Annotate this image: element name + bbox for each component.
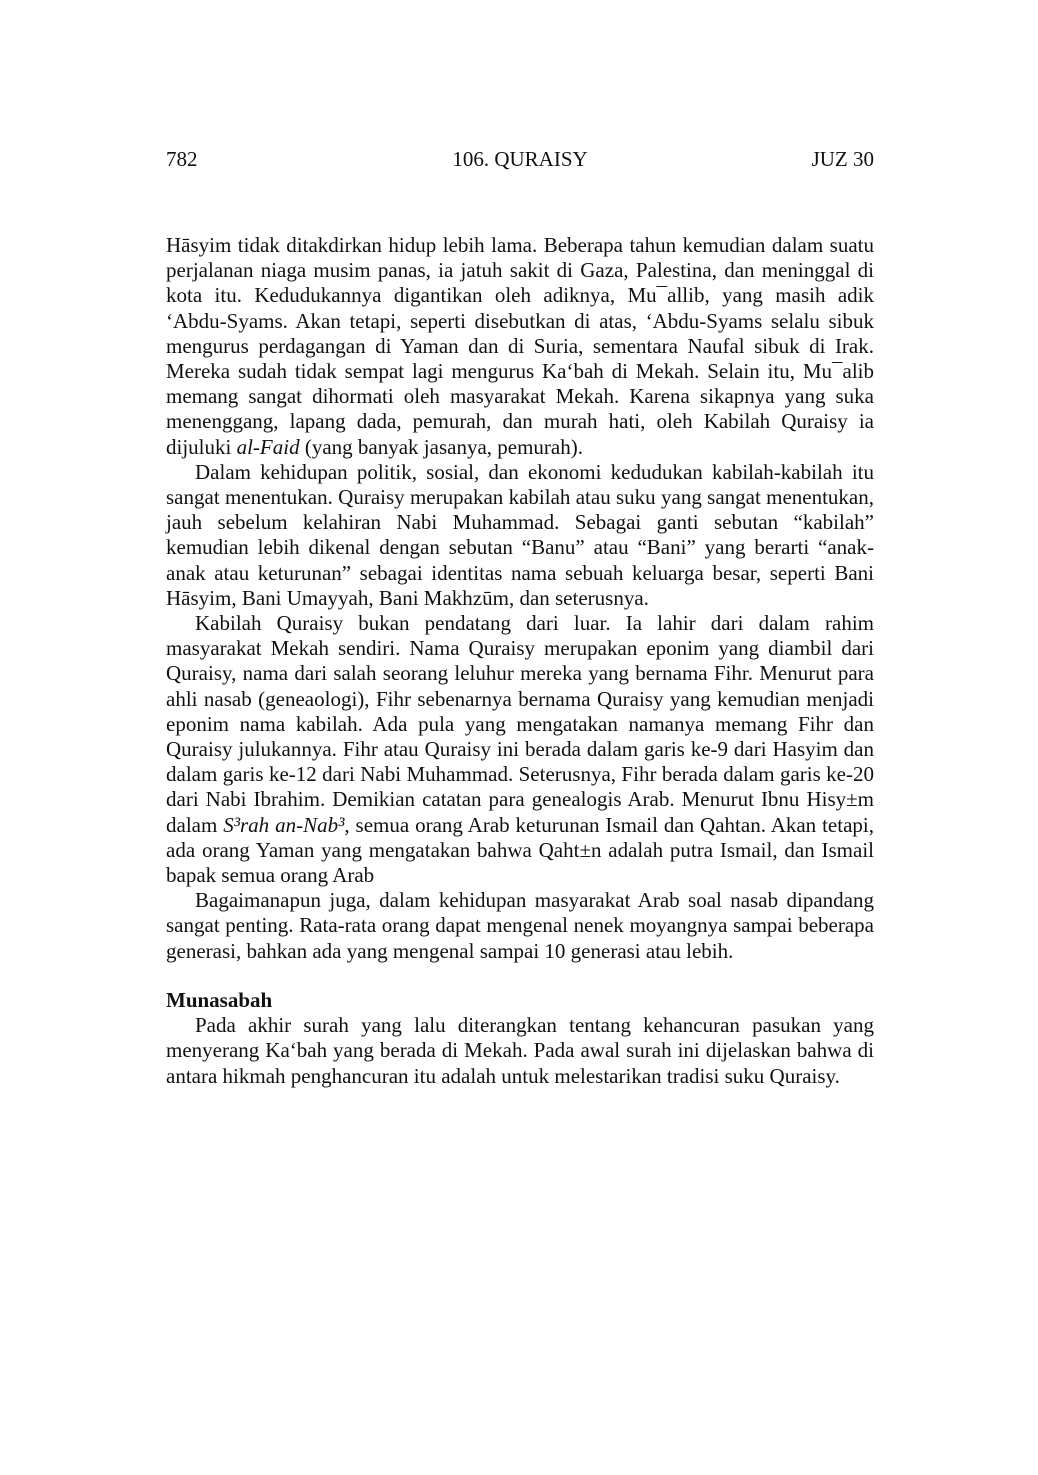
juz-label: JUZ 30 [811,147,874,171]
paragraph-text: Kabilah Quraisy bukan pendatang dari luar. Ia lahir dari dalam rahim masyarakat Mekah sendiri. Nama Quraisy merupakan eponim yang diambil dari Quraisy, nama dari salah seorang leluhur mereka yang bernama Fihr. Menurut para ahli nasab (geneaologi), Fihr sebenarnya bernama Quraisy yang kemudian menjadi eponim nama kabilah. Ada pula yang mengatakan namanya memang Fihr dan Quraisy julukannya. Fihr atau Quraisy ini berada dalam garis ke-9 dari Hasyim dan dalam garis ke-12 dari Nabi Muhammad. Seterusnya, Fihr berada dalam garis ke-20 dari Nabi Ibrahim. Demikian catatan para genealogis Arab. Menurut Ibnu Hisy±m dalam [166,611,874,837]
paragraph-quraisy-origin [166,611,874,888]
body-text [166,233,874,1089]
paragraph-hasyim [166,233,874,460]
paragraph-text: (yang banyak jasanya, pemurah). [299,434,583,459]
paragraph-text: Hāsyim tidak ditakdirkan hidup lebih lama. Beberapa tahun kemudian dalam suatu perjalanan niaga musim panas, ia jatuh sakit di Gaza, Palestina, dan meninggal di kota itu. Kedudukannya digantikan oleh adiknya, Mu¯allib, yang masih adik ‘Abdu-Syams. Akan tetapi, seperti disebutkan di atas, ‘Abdu-Syams selalu sibuk mengurus perdagangan di Yaman dan di Suria, sementara Naufal sibuk di Irak. Mereka sudah tidak sempat lagi mengurus Ka‘bah di Mekah. Selain itu, Mu¯alib memang sangat dihormati oleh masyarakat Mekah. Karena sikapnya yang suka menenggang, lapang dada, pemurah, dan murah hati, oleh Kabilah Quraisy ia dijuluki [166,233,874,459]
section-heading-munasabah: Munasabah [166,987,273,1012]
page-number: 782 [166,147,198,171]
italic-term: al-Faid [236,434,300,459]
italic-book-title: S³rah an-Nab³ [223,812,345,837]
paragraph-nasab: Bagaimanapun juga, dalam kehidupan masyarakat Arab soal nasab dipandang sangat penting. Rata-rata orang dapat mengenal nenek moyangnya sampai beberapa generasi, bahkan ada yang mengenal sampai 10 generasi atau lebih. [166,888,874,963]
paragraph-text: , semua orang Arab keturunan Ismail dan Qahtan. Akan tetapi, ada orang Yaman yang mengatakan bahwa Qaht±n adalah putra Ismail, dan Ismail bapak semua orang Arab [166,812,874,888]
paragraph-kabilah: Dalam kehidupan politik, sosial, dan ekonomi kedudukan kabilah-kabilah itu sangat menentukan. Quraisy merupakan kabilah atau suku yang sangat menentukan, jauh sebelum kelahiran Nabi Muhammad. Sebagai ganti sebutan “kabilah” kemudian lebih dikenal dengan sebutan “Banu” atau “Bani” yang berarti “anak-anak atau keturunan” sebagai identitas nama sebuah keluarga besar, seperti Bani Hāsyim, Bani Umayyah, Bani Makhzūm, dan seterusnya. [166,459,874,610]
chapter-title: 106. QURAISY [452,147,588,171]
paragraph-munasabah: Pada akhir surah yang lalu diterangkan tentang kehancuran pasukan yang menyerang Ka‘bah yang berada di Mekah. Pada awal surah ini dijelaskan bahwa di antara hikmah penghancuran itu adalah untuk melestarikan tradisi suku Quraisy. [166,1013,874,1088]
running-header [166,144,874,174]
